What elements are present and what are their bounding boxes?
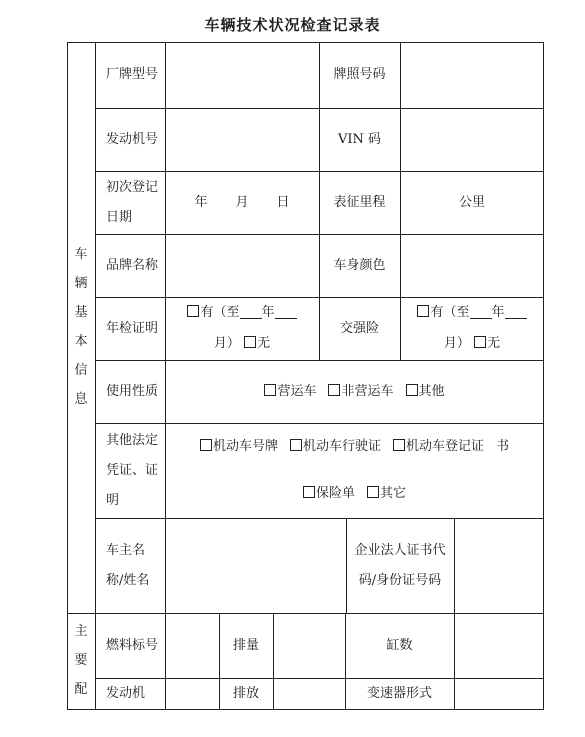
field-plate-number[interactable] — [400, 42, 544, 108]
option-operating[interactable] — [264, 377, 316, 407]
option-label: 机动车号牌 — [212, 438, 278, 454]
label-emission: 排放 — [232, 686, 259, 701]
option-other-document[interactable] — [367, 479, 406, 509]
field-usage-nature — [165, 360, 544, 423]
checkbox-icon — [303, 486, 315, 498]
field-other-certificates — [165, 423, 544, 518]
option-label: 非营运车 — [341, 383, 394, 399]
label-odometer: 表征里程 — [333, 194, 386, 210]
option-label: 月） — [213, 336, 240, 352]
field-displacement[interactable] — [273, 613, 345, 678]
field-odometer[interactable] — [400, 171, 544, 234]
inspection-form-table — [67, 42, 544, 710]
option-label: （至 — [213, 304, 240, 320]
section-label-vehicle-info — [67, 232, 95, 422]
label-usage-nature: 使用性质 — [106, 383, 159, 399]
section-label-char: 辆 — [74, 276, 88, 291]
checkbox-icon — [264, 384, 276, 396]
checkbox-icon — [200, 439, 212, 451]
label-owner-id: 企业法人证书代码/身份证号码 — [354, 542, 446, 588]
label-body-color: 车身颜色 — [333, 257, 386, 273]
checkbox-icon[interactable] — [244, 336, 256, 348]
inspection-month-none — [214, 329, 270, 359]
field-owner-name[interactable] — [165, 518, 346, 613]
date-day-unit: 日 — [276, 194, 290, 210]
insurance-month-none — [444, 329, 500, 359]
section-label-char: 车 — [74, 247, 88, 262]
checkbox-icon — [290, 439, 302, 451]
option-license-plate[interactable] — [200, 432, 278, 462]
odometer-unit: 公里 — [458, 194, 485, 210]
checkbox-icon — [393, 439, 405, 451]
option-registration-cert-cont — [496, 432, 509, 462]
blank-line[interactable] — [505, 304, 527, 319]
section-label-char: 基 — [74, 305, 88, 320]
option-label: 其他 — [418, 383, 445, 399]
date-month-unit: 月 — [235, 194, 249, 210]
label-cylinders: 缸数 — [386, 637, 413, 653]
blank-line[interactable] — [240, 304, 262, 319]
field-fuel-type[interactable] — [165, 613, 219, 678]
checkbox-icon[interactable] — [474, 336, 486, 348]
field-body-color[interactable] — [400, 234, 544, 297]
label-other-certificates: 其他法定凭证、证明 — [106, 432, 159, 508]
option-label: 无 — [487, 336, 501, 352]
field-manufacturer-model[interactable] — [165, 42, 319, 108]
form-title: 车辆技术状况检查记录表 — [204, 16, 381, 34]
section-label-main-config — [67, 617, 95, 710]
field-vin[interactable] — [400, 108, 544, 171]
checkbox-icon — [406, 384, 418, 396]
insurance-have-option[interactable] — [417, 298, 526, 328]
option-driving-license[interactable] — [290, 432, 381, 462]
inspection-have-option[interactable] — [187, 298, 296, 328]
option-label: 机动车登记证 — [406, 438, 485, 454]
label-brand-name: 品牌名称 — [106, 257, 159, 273]
checkbox-icon — [187, 305, 199, 317]
label-displacement: 排量 — [232, 637, 259, 653]
section-label-char: 主 — [74, 624, 88, 639]
date-year-unit: 年 — [194, 194, 208, 210]
option-label: 机动车行驶证 — [302, 438, 381, 454]
label-manufacturer-model: 厂牌型号 — [106, 67, 159, 82]
option-label: （至 — [443, 304, 470, 320]
field-engine-number[interactable] — [165, 108, 319, 171]
section-label-char: 要 — [74, 653, 88, 668]
section-label-char: 本 — [74, 334, 88, 349]
option-non-operating[interactable] — [328, 377, 393, 407]
field-transmission[interactable] — [454, 678, 544, 710]
label-first-registration-date: 初次登记日期 — [106, 179, 159, 225]
label-engine-number: 发动机号 — [106, 131, 159, 147]
label-fuel-type: 燃料标号 — [106, 637, 159, 653]
label-compulsory-insurance: 交强险 — [339, 320, 379, 336]
field-inspection-certificate — [165, 297, 319, 360]
field-engine[interactable] — [165, 678, 219, 710]
option-label: 有 — [430, 304, 444, 320]
section-label-char: 信 — [74, 363, 88, 378]
option-label: 年 — [491, 304, 505, 320]
option-label: 营运车 — [277, 383, 317, 399]
blank-line[interactable] — [470, 304, 492, 319]
option-label: 书 — [496, 438, 510, 454]
field-first-registration-date[interactable] — [165, 171, 319, 234]
option-label: 年 — [261, 304, 275, 320]
option-other[interactable] — [406, 377, 445, 407]
option-insurance-policy[interactable] — [303, 479, 355, 509]
field-owner-id[interactable] — [454, 518, 544, 613]
blank-line[interactable] — [275, 304, 297, 319]
label-transmission: 变速器形式 — [366, 686, 432, 701]
label-vin: VIN 码 — [337, 131, 382, 147]
checkbox-icon — [367, 486, 379, 498]
field-cylinders[interactable] — [454, 613, 544, 678]
option-label: 其它 — [380, 486, 407, 502]
option-label: 无 — [257, 336, 271, 352]
option-label: 有 — [200, 304, 214, 320]
option-label: 月） — [443, 336, 470, 352]
field-compulsory-insurance — [400, 297, 544, 360]
field-emission[interactable] — [273, 678, 345, 710]
field-brand-name[interactable] — [165, 234, 319, 297]
label-inspection-certificate: 年检证明 — [106, 320, 159, 336]
section-label-char: 配 — [74, 682, 88, 697]
option-label: 保险单 — [315, 486, 355, 502]
label-engine: 发动机 — [106, 686, 146, 701]
section-label-char: 息 — [74, 392, 88, 407]
option-registration-cert[interactable] — [393, 432, 484, 462]
label-plate-number: 牌照号码 — [333, 67, 386, 82]
checkbox-icon — [417, 305, 429, 317]
checkbox-icon — [328, 384, 340, 396]
label-owner-name: 车主名称/姓名 — [106, 542, 150, 588]
